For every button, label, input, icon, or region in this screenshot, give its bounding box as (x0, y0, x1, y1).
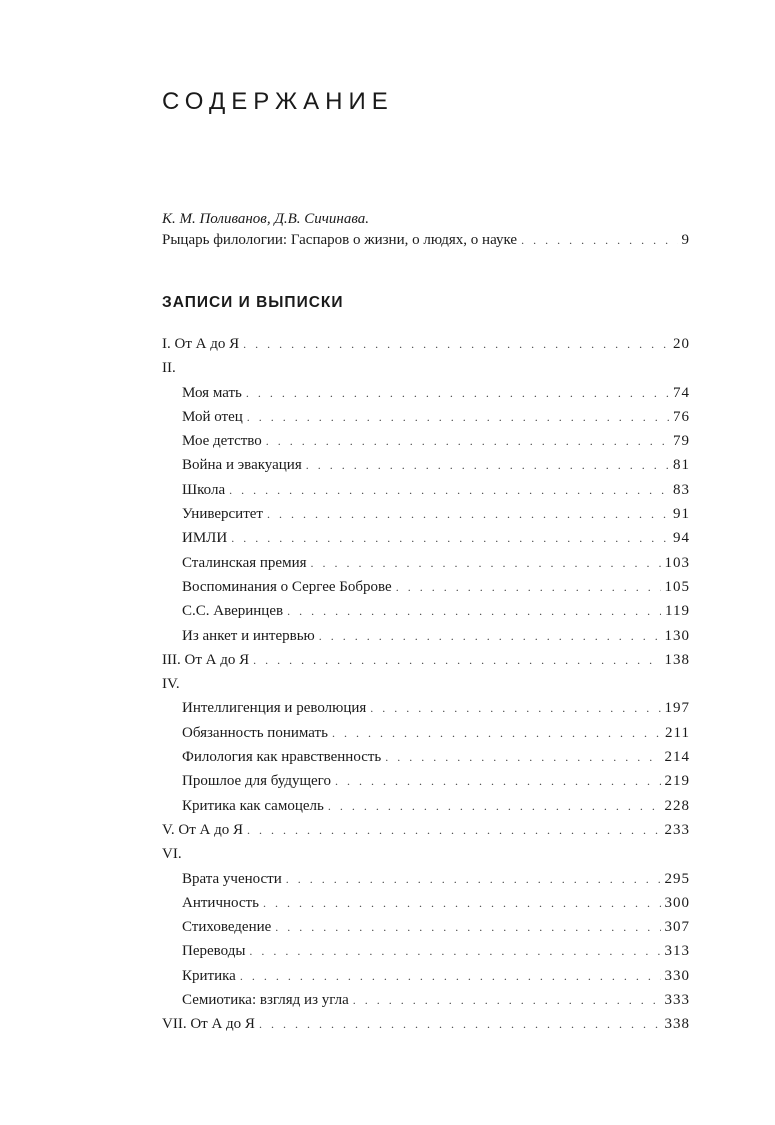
toc-entry (162, 721, 690, 745)
toc-entry-label: VI. (162, 846, 182, 863)
toc-entry (162, 794, 690, 818)
toc-entry-label: Мой отец (182, 408, 243, 425)
dot-leader (275, 915, 660, 939)
toc-entry (162, 939, 690, 963)
toc-page-number: 300 (664, 894, 690, 911)
toc-page-number: 76 (673, 408, 690, 425)
toc-page-number: 295 (664, 870, 690, 887)
dot-leader (306, 453, 669, 477)
toc-entry (162, 964, 690, 988)
toc-entry-label: Моя мать (182, 384, 242, 401)
toc-entry-label: IV. (162, 676, 180, 693)
toc-page-number: 338 (664, 1016, 690, 1033)
toc-entry (162, 745, 690, 769)
dot-leader (259, 1012, 661, 1036)
dot-leader (247, 818, 660, 842)
toc-list (162, 332, 690, 1037)
toc-entry (162, 624, 690, 648)
toc-entry-label: Прошлое для будущего (182, 773, 331, 790)
toc-entry (162, 575, 690, 599)
toc-entry-label: II. (162, 360, 176, 377)
dot-leader (266, 429, 669, 453)
dot-leader (396, 575, 661, 599)
dot-leader (240, 964, 661, 988)
toc-entry-label: Античность (182, 894, 259, 911)
toc-entry (162, 478, 690, 502)
toc-page-number: 91 (673, 506, 690, 523)
toc-entry-label: Воспоминания о Сергее Боброве (182, 578, 392, 595)
toc-entry (162, 502, 690, 526)
toc-entry-label: III. От А до Я (162, 651, 250, 668)
toc-page-number: 79 (673, 433, 690, 450)
toc-entry (162, 599, 690, 623)
dot-leader (253, 648, 660, 672)
intro-toc-row (162, 229, 690, 251)
dot-leader (335, 769, 661, 793)
intro-label: Рыцарь филологии: Гаспаров о жизни, о людях, о науке (162, 232, 518, 248)
toc-page-number: 130 (664, 627, 690, 644)
toc-page-number: 119 (665, 603, 690, 620)
dot-leader (311, 551, 661, 575)
toc-page-number: 81 (673, 457, 690, 474)
toc-page-number: 74 (673, 384, 690, 401)
toc-page-number: 214 (664, 749, 690, 766)
toc-entry-label: Из анкет и интервью (182, 627, 315, 644)
toc-entry-label: Школа (182, 481, 226, 498)
toc-entry-label: I. От А до Я (162, 336, 240, 352)
toc-entry-label: Критика как самоцель (182, 797, 324, 814)
toc-entry (162, 769, 690, 793)
toc-entry (162, 453, 690, 477)
toc-entry (162, 891, 690, 915)
dot-leader (286, 867, 661, 891)
toc-entry (162, 405, 690, 429)
toc-entry (162, 526, 690, 550)
toc-part-heading (162, 356, 690, 380)
toc-entry-label: Переводы (182, 943, 246, 960)
toc-entry (162, 429, 690, 453)
toc-entry-label: Филология как нравственность (182, 749, 382, 766)
toc-entry (162, 818, 690, 842)
dot-leader (332, 721, 661, 745)
page-title: СОДЕРЖАНИЕ (162, 88, 394, 115)
dot-leader (328, 794, 661, 818)
toc-entry-label: Критика (182, 967, 236, 984)
toc-page-number: 219 (664, 773, 690, 790)
toc-page-number: 103 (664, 554, 690, 571)
toc-page-number: 211 (665, 724, 690, 741)
toc-entry-label: Мое детство (182, 433, 262, 450)
toc-page-number: 138 (664, 651, 690, 668)
toc-entry-label: Интеллигенция и революция (182, 700, 367, 717)
toc-page-number: 233 (664, 821, 690, 838)
toc-part-heading (162, 842, 690, 866)
toc-entry (162, 648, 690, 672)
toc-page-number: 333 (664, 992, 690, 1009)
toc-entry-label: ИМЛИ (182, 530, 228, 547)
toc-entry (162, 988, 690, 1012)
dot-leader (249, 939, 660, 963)
toc-entry (162, 696, 690, 720)
dot-leader (243, 332, 669, 356)
dot-leader (353, 988, 661, 1012)
dot-leader (231, 526, 669, 550)
toc-entry-label: Обязанность понимать (182, 724, 328, 741)
toc-entry-label: Сталинская премия (182, 554, 307, 571)
toc-entry (162, 551, 690, 575)
toc-entry-label: Война и эвакуация (182, 457, 302, 474)
toc-page-number: 228 (664, 797, 690, 814)
toc-entry (162, 381, 690, 405)
toc-entry-label: VII. От А до Я (162, 1016, 255, 1033)
dot-leader (385, 745, 660, 769)
intro-entry (162, 209, 690, 251)
section-heading: ЗАПИСИ И ВЫПИСКИ (162, 294, 344, 311)
toc-entry (162, 915, 690, 939)
intro-authors: К. М. Поливанов, Д.В. Сичинава. (162, 211, 370, 227)
dot-leader (319, 624, 661, 648)
dot-leader (247, 405, 669, 429)
dot-leader (229, 478, 669, 502)
toc-entry (162, 867, 690, 891)
toc-page-number: 94 (673, 530, 690, 547)
toc-page-number: 313 (664, 943, 690, 960)
toc-entry-label: Стиховедение (182, 919, 272, 936)
toc-page-number: 330 (664, 967, 690, 984)
dot-leader (263, 891, 661, 915)
dot-leader (370, 696, 660, 720)
dot-leader (246, 381, 669, 405)
toc-entry-label: Врата учености (182, 870, 282, 887)
toc-page-number: 105 (664, 578, 690, 595)
dot-leader (521, 229, 677, 251)
toc-page-number: 83 (673, 481, 690, 498)
toc-part-heading (162, 672, 690, 696)
toc-entry-label: С.С. Аверинцев (182, 603, 284, 620)
toc-entry (162, 1012, 690, 1036)
toc-entry-label: Университет (182, 506, 263, 523)
dot-leader (267, 502, 669, 526)
toc-entry-label: V. От А до Я (162, 821, 244, 838)
toc-entry-label: Семиотика: взгляд из угла (182, 992, 349, 1009)
toc-page-number: 197 (664, 700, 690, 717)
dot-leader (287, 599, 661, 623)
intro-page-number: 9 (681, 232, 690, 248)
toc-entry (162, 332, 690, 356)
toc-page-number: 307 (664, 919, 690, 936)
toc-page-number: 20 (673, 336, 690, 352)
